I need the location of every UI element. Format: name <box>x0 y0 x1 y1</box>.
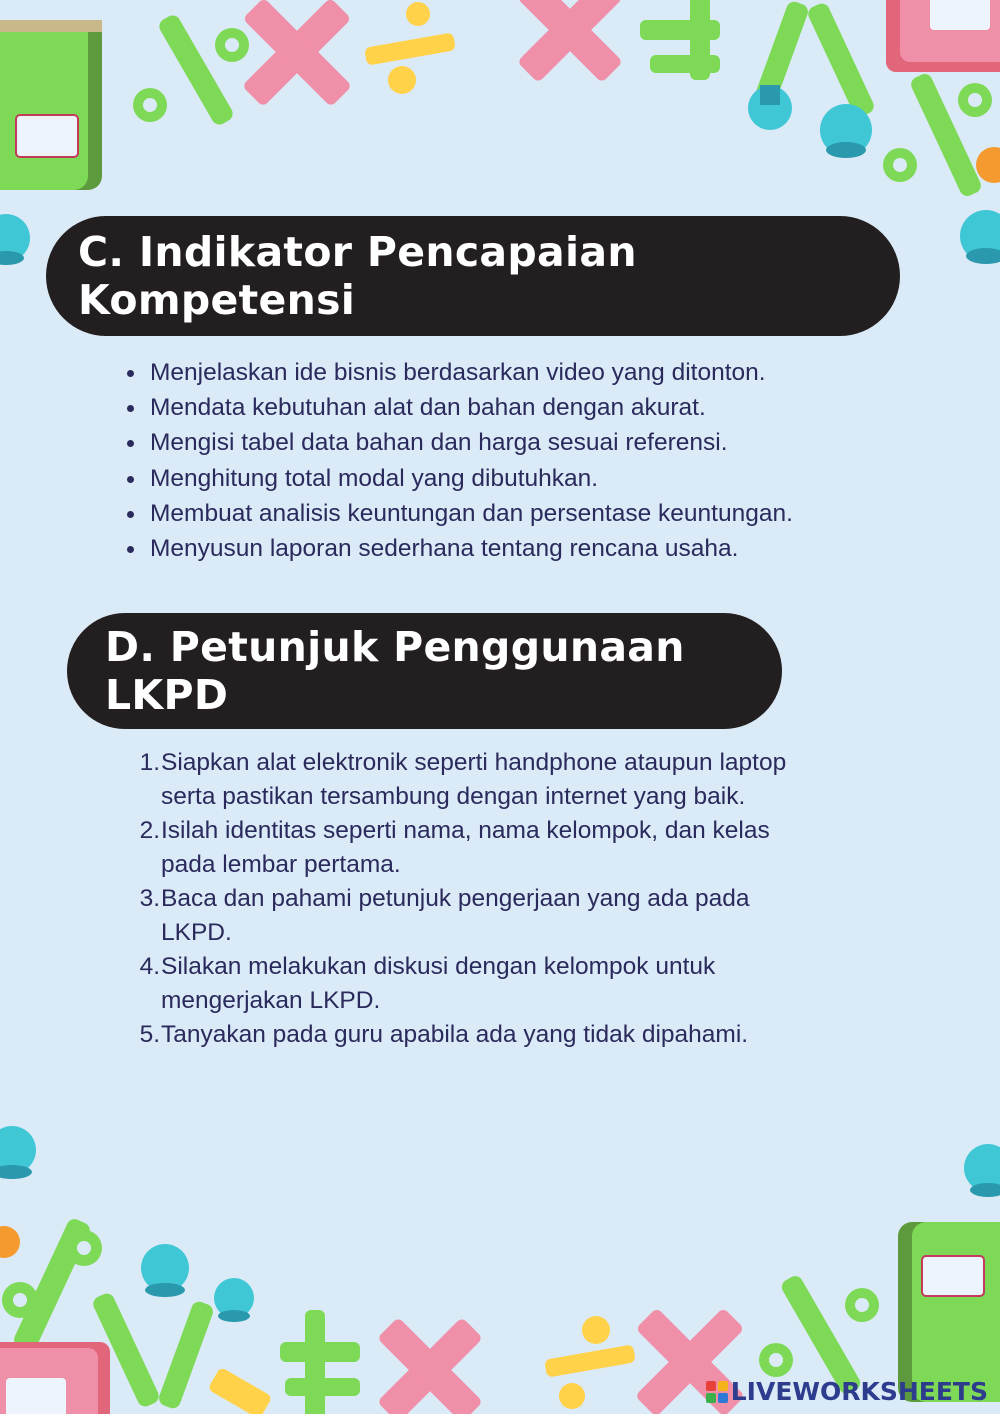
notebook-icon <box>886 0 1000 72</box>
list-item: Mendata kebutuhan alat dan bahan dengan akurat. <box>126 390 793 425</box>
list-item <box>136 814 836 882</box>
pushpin-icon <box>0 1126 1000 1322</box>
notebook-icon <box>0 20 102 190</box>
multiply-icon <box>242 0 352 107</box>
step-text-line: pada lembar pertama. <box>161 851 401 878</box>
step-text-line: serta pastikan tersambung dengan internet yang baik. <box>161 783 746 810</box>
multiply-icon <box>517 0 623 83</box>
usage-instructions-list <box>136 746 836 1052</box>
divide-icon <box>544 1316 636 1409</box>
divide-icon <box>364 2 456 94</box>
percent-icon <box>133 13 249 128</box>
list-item: Menghitung total modal yang dibutuhkan. <box>126 461 793 496</box>
step-number: 4. <box>139 953 160 980</box>
step-number: 3. <box>139 885 160 912</box>
step-text-line: Silakan melakukan diskusi dengan kelompok untuk <box>161 953 716 980</box>
section-c-title: C. Indikator Pencapaian Kompetensi <box>78 228 637 324</box>
list-item: Membuat analisis keuntungan dan persentase keuntungan. <box>126 496 793 531</box>
plus-icon <box>640 0 720 80</box>
plus-icon <box>280 1310 360 1414</box>
eraser-icon <box>208 1367 273 1414</box>
step-number: 5. <box>139 1021 160 1048</box>
notebook-icon <box>0 1342 110 1414</box>
percent-icon <box>883 71 992 198</box>
section-d-title: D. Petunjuk Penggunaan LKPD <box>105 623 685 719</box>
list-item <box>136 882 836 950</box>
step-number: 2. <box>139 817 160 844</box>
competency-indicator-list <box>126 355 793 566</box>
liveworksheets-watermark[interactable] <box>706 1377 988 1406</box>
section-d-heading <box>67 613 782 729</box>
dot-icon <box>0 1226 20 1258</box>
multiply-icon <box>377 1317 483 1414</box>
section-c-heading <box>46 216 900 336</box>
list-item: Menjelaskan ide bisnis berdasarkan video yang ditonton. <box>126 355 793 390</box>
step-text-line: Isilah identitas seperti nama, nama kelompok, dan kelas <box>161 817 770 844</box>
list-item <box>136 746 836 814</box>
watermark-text: LIVEWORKSHEETS <box>730 1377 988 1406</box>
list-item: Menyusun laporan sederhana tentang rencana usaha. <box>126 531 793 566</box>
step-text-line: mengerjakan LKPD. <box>161 987 381 1014</box>
step-number: 1. <box>139 749 160 776</box>
list-item: Mengisi tabel data bahan dan harga sesuai referensi. <box>126 425 793 460</box>
list-item <box>136 950 836 1018</box>
notebook-icon <box>898 1222 1000 1402</box>
liveworksheets-logo-icon <box>706 1381 728 1403</box>
step-text-line: LKPD. <box>161 919 232 946</box>
step-text-line: Siapkan alat elektronik seperti handphone ataupun laptop <box>161 749 787 776</box>
step-text-line: Tanyakan pada guru apabila ada yang tidak dipahami. <box>161 1021 749 1048</box>
list-item <box>136 1018 836 1052</box>
dot-icon <box>976 147 1000 183</box>
step-text-line: Baca dan pahami petunjuk pengerjaan yang ada pada <box>161 885 750 912</box>
